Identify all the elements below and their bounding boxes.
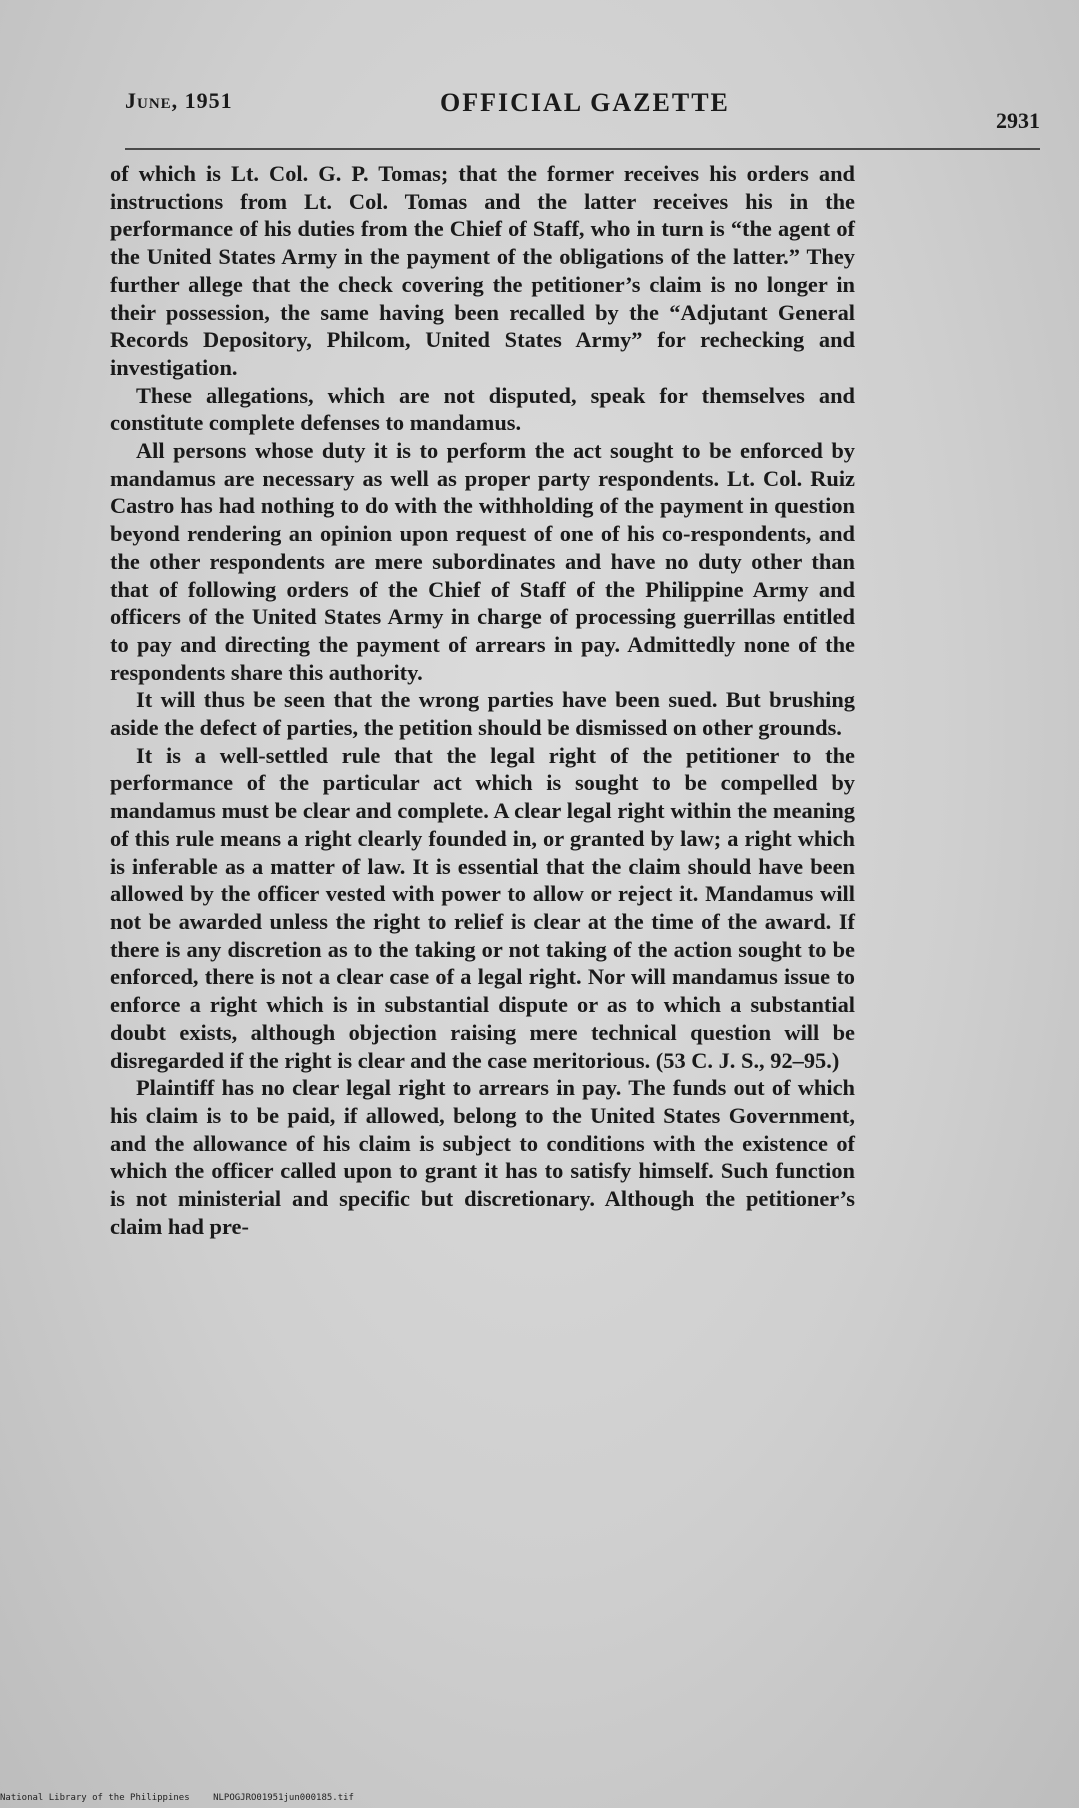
paragraph-2: These allegations, which are not disputed, speak for themselves and constitute complete defenses to mandamus.: [110, 382, 855, 436]
paragraph-5: It is a well-settled rule that the legal right of the petitioner to the performance of the particular act which is sought to be compelled by mandamus must be clear and complete. A clear legal right within the meaning of this rule means a right clearly founded in, or granted by law; a right which is inferable as a matter of law. It is essential that the claim should have been allowed by the officer vested with power to allow or reject it. Mandamus will not be awarded unless the right to relief is clear at the time of the award. If there is any discretion as to the taking or not taking of the action sought to be enforced, there is not a clear case of a legal right. Nor will mandamus issue to enforce a right which is in substantial dispute or as to which a substantial doubt exists, although objection raising mere technical question will be disregarded if the right is clear and the case meritorious. (53 C. J. S., 92–95.): [110, 742, 855, 1073]
footer-library: National Library of the Philippines: [0, 1793, 190, 1803]
header-page-number: 2931: [996, 108, 1040, 133]
header-date: June, 1951: [125, 88, 233, 113]
paragraph-1: of which is Lt. Col. G. P. Tomas; that the former receives his orders and instructions from Lt. Col. Tomas and the latter receives his in the performance of his duties from the Chief of Staff, who in turn is “the agent of the United States Army in the payment of the obligations of the latter.” They further allege that the check covering the petitioner’s claim is no longer in their possession, the same having been recalled by the “Adjutant General Records Depository, Philcom, United States Army” for rechecking and investigation.: [110, 161, 855, 380]
scan-footer: [0, 1793, 372, 1803]
page-header: [125, 88, 1040, 148]
paragraph-6: Plaintiff has no clear legal right to arrears in pay. The funds out of which his claim is to be paid, if allowed, belong to the United States Government, and the allowance of his claim is subject to conditions with the existence of which the officer called upon to grant it has to satisfy himself. Such function is not ministerial and specific but discretionary. Although the petitioner’s claim had pre-: [110, 1075, 855, 1239]
paragraph-4: It will thus be seen that the wrong parties have been sued. But brushing aside the defect of parties, the petition should be dismissed on other grounds.: [110, 687, 855, 741]
paragraph-3: All persons whose duty it is to perform the act sought to be enforced by mandamus are necessary as well as proper party respondents. Lt. Col. Ruiz Castro has had nothing to do with the withholding of the payment in question beyond rendering an opinion upon request of one of his co-respondents, and the other respondents are mere subordinates and have no duty other than that of following orders of the Chief of Staff of the Philippine Army and officers of the United States Army in charge of processing guerrillas entitled to pay and directing the payment of arrears in pay. Admittedly none of the respondents share this authority.: [110, 438, 855, 685]
header-rule: [125, 148, 1040, 150]
footer-file: NLPOGJRO01951jun000185.tif: [213, 1793, 354, 1803]
header-title: OFFICIAL GAZETTE: [440, 88, 730, 117]
body-text: [110, 160, 855, 1240]
